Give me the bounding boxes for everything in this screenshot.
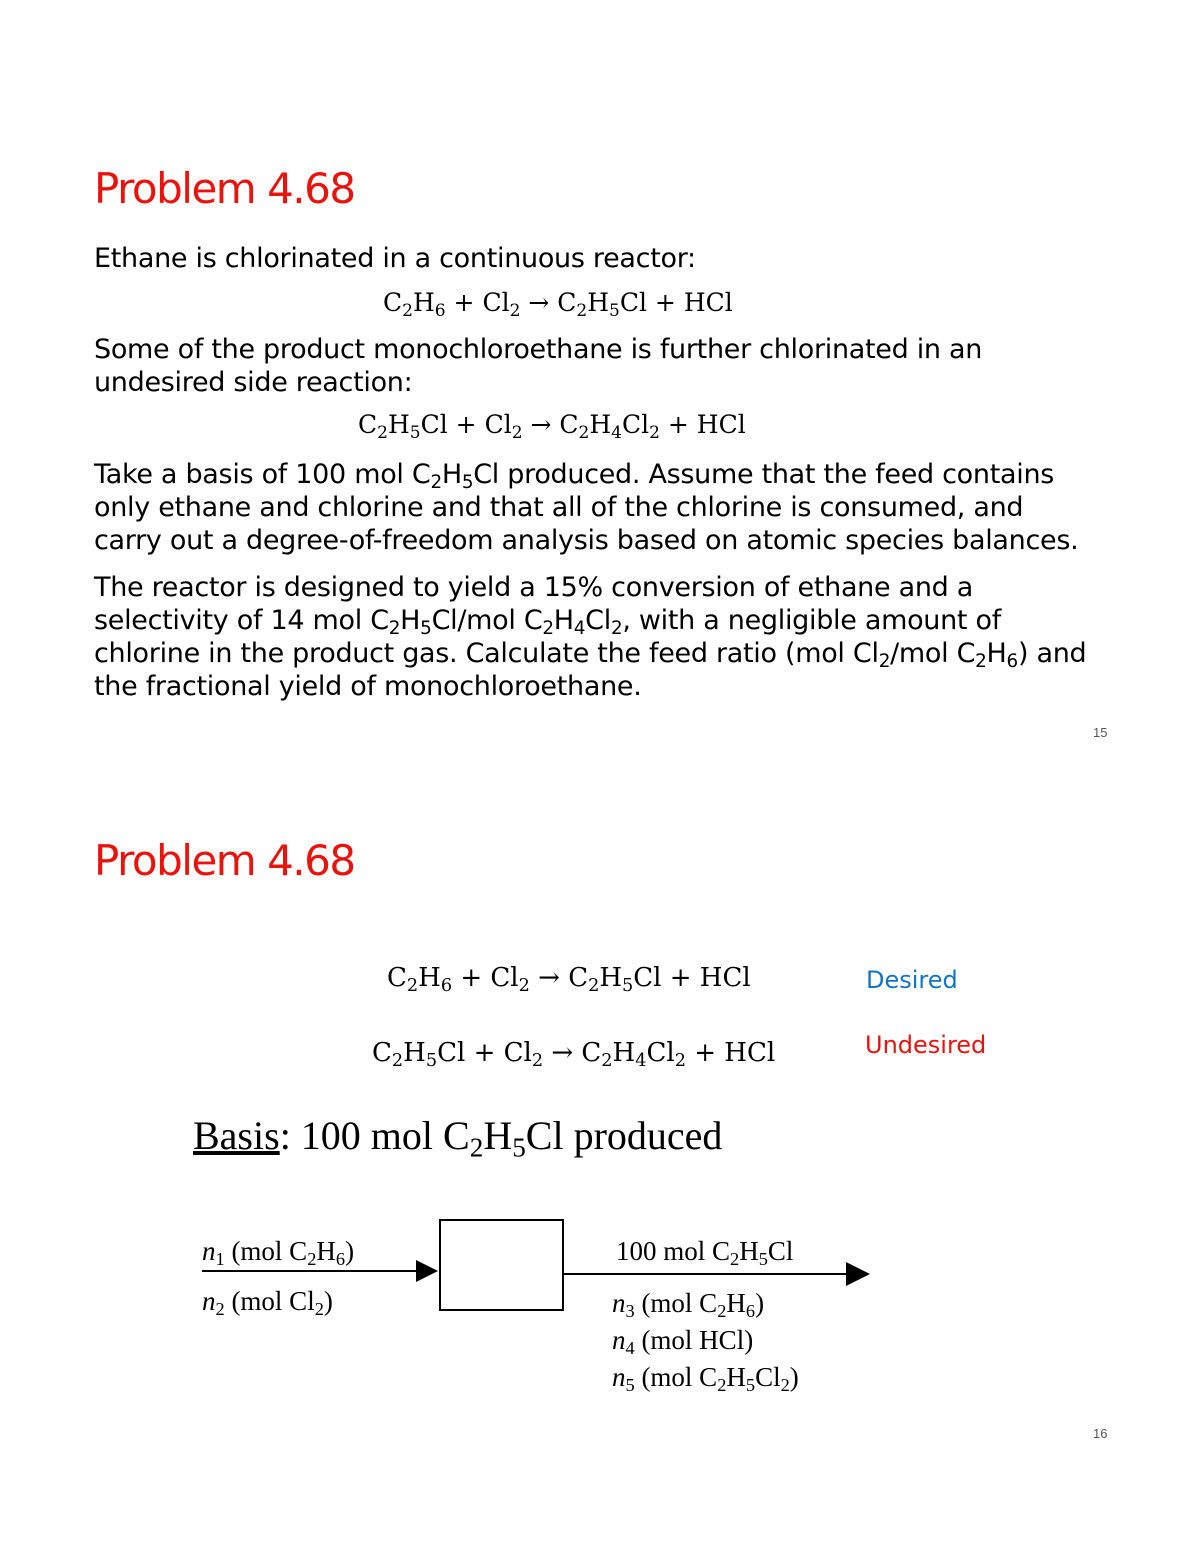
side-reaction-equation: $C_2H_5Cl + Cl_2 \to C_2H_4Cl_2$ + HCl [358,410,746,443]
desired-label: Desired [866,966,958,994]
feed-chlorine-label: $n_2$ (mol $Cl_2$) [202,1286,333,1320]
product-hcl-label: $n_4$ (mol HCl) [612,1325,754,1359]
design-paragraph: The reactor is designed to yield a 15% conversion of ethane and a selectivity of 14 mol $C_2H_5Cl$/mol $C_2H_4Cl_2$, with a negligible amount of chlorine in the product gas. Calculate the feed ratio (mol $Cl_2$/mol $C_2H_6$) and the fractional yield of monochloroethane. [94,572,1087,702]
desired-reaction-equation: $C_2H_6 + Cl_2 \to C_2H_5Cl$ + HCl [387,963,751,996]
product-monochloroethane-label: 100 mol $C_2H_5Cl$ [616,1236,794,1270]
outlet-arrowhead [846,1262,870,1286]
feed-ethane-label: $n_1$ (mol $C_2H_6$) [202,1236,355,1270]
main-reaction-equation: $C_2H_6 + Cl_2 \to C_2H_5Cl$ + HCl [383,288,733,321]
product-dichloroethane-label: $n_5$ (mol $C_2H_5Cl_2$) [612,1362,799,1396]
undesired-reaction-equation: $C_2H_5Cl + Cl_2 \to C_2H_4Cl_2$ + HCl [372,1038,776,1071]
basis-statement: Basis: 100 mol $C_2H_5Cl$ produced [193,1113,723,1163]
side-reaction-text: Some of the product monochloroethane is further chlorinated in an undesired side reaction: [94,334,983,398]
slide-16-title: Problem 4.68 [94,836,355,885]
inlet-arrowhead [416,1260,438,1282]
undesired-label: Undesired [865,1031,987,1059]
reactor-box [440,1220,563,1310]
product-ethane-label: $n_3$ (mol $C_2H_6$) [612,1288,765,1322]
basis-word: Basis [193,1113,280,1158]
slide-15-title: Problem 4.68 [94,164,355,213]
intro-text: Ethane is chlorinated in a continuous reactor: [94,243,696,274]
basis-paragraph: Take a basis of 100 mol $C_2H_5Cl$ produced. Assume that the feed contains only ethane and chlorine and that all of the chlorine is consumed, and carry out a degree-of-freedom analysis based on atomic species balances. [94,459,1079,556]
page-number-15: 15 [1093,725,1108,740]
page-number-16: 16 [1093,1426,1108,1441]
